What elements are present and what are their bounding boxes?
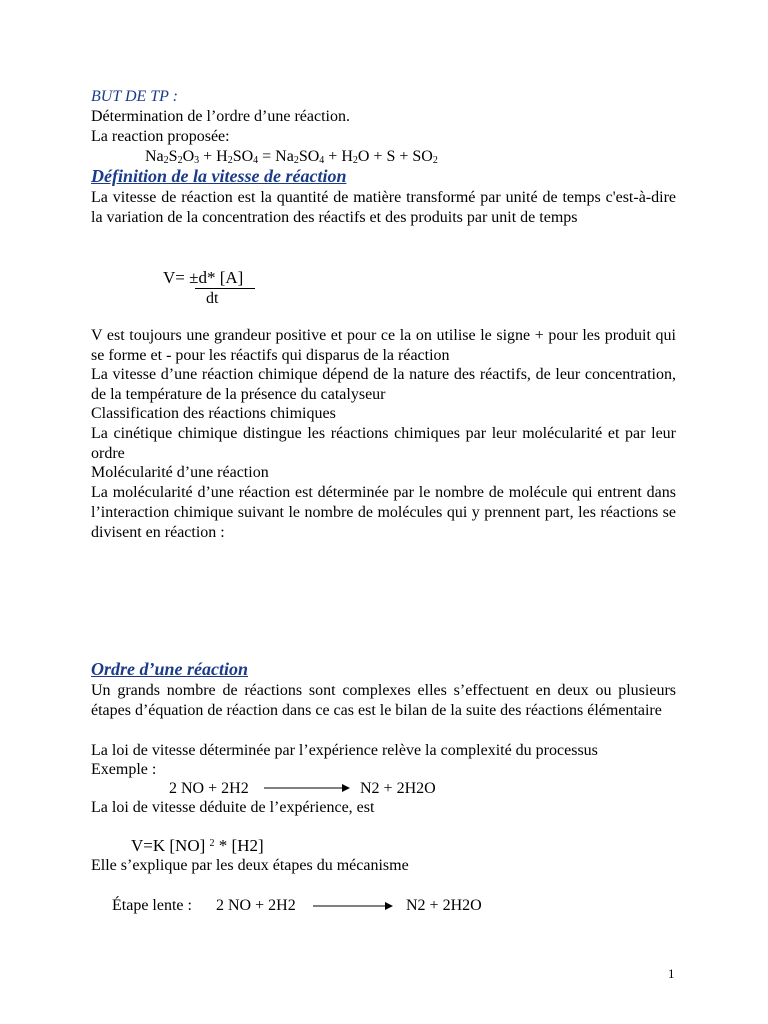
- line-molecularite: Molécularité d’une réaction: [91, 464, 269, 481]
- line-loi-deduite: La loi de vitesse déduite de l’expérience, est: [91, 799, 375, 816]
- line-loi-complexite: La loi de vitesse déterminée par l’expérience relève la complexité du processus: [91, 742, 598, 759]
- heading-vitesse: Définition de la vitesse de réaction: [91, 166, 347, 186]
- para-positive: V est toujours une grandeur positive et pour ce la on utilise le signe + pour les produit qui se forme et - pour les réactifs qui disparus de la réaction: [91, 327, 676, 364]
- para-vitesse: La vitesse de réaction est la quantité de matière transformé par unité de temps c'est-à-dire la variation de la concentration des réactifs et des produits par unit de temps: [91, 189, 676, 226]
- equation-na2s2o3: $Na_2S_2O_3 + H_2SO_4 = Na_2SO_4 + H_2O + S + SO_2$: [145, 148, 438, 166]
- reaction-arrow-icon: [264, 781, 350, 795]
- etape-rhs: N2 + 2H2O: [406, 897, 482, 914]
- reaction-arrow-icon: [313, 899, 393, 913]
- para-molecularite: La molécularité d’une réaction est déterminée par le nombre de molécule qui entrent dans l’interaction chimique suivant le nombre de molécules qui y prennent part, les réactions se divisent en réaction :: [91, 484, 676, 541]
- etape-lhs: 2 NO + 2H2: [216, 897, 296, 914]
- heading-ordre: Ordre d’une réaction: [91, 659, 248, 679]
- line-classification: Classification des réactions chimiques: [91, 405, 336, 422]
- etape-lente-label: Étape lente :: [112, 897, 192, 914]
- line-exemple: Exemple :: [91, 761, 157, 778]
- line-determination: Détermination de l’ordre d’une réaction.: [91, 108, 350, 125]
- page-number: 1: [668, 966, 675, 981]
- but-title: BUT DE TP :: [91, 88, 178, 105]
- fraction-bar: [195, 288, 255, 289]
- example-lhs: 2 NO + 2H2: [169, 780, 249, 797]
- line-reaction-proposee: La reaction proposée:: [91, 128, 230, 145]
- rate-law: V=K [NO] $^2$ * [H2]: [131, 836, 264, 855]
- para-depend: La vitesse d’une réaction chimique dépend de la nature des réactifs, de leur concentration, de la température de la présence du catalyseur: [91, 366, 676, 403]
- example-rhs: N2 + 2H2O: [360, 780, 436, 797]
- para-ordre: Un grands nombre de réactions sont complexes elles s’effectuent en deux ou plusieurs étapes d’équation de réaction dans ce cas est le bilan de la suite des réactions élémentaire: [91, 682, 676, 719]
- formula-v-numerator: V= ±d* [A]: [163, 268, 244, 287]
- para-cinetique: La cinétique chimique distingue les réactions chimiques par leur molécularité et par leur ordre: [91, 425, 676, 462]
- line-explique: Elle s’explique par les deux étapes du mécanisme: [91, 857, 409, 874]
- formula-v-denominator: dt: [206, 290, 219, 307]
